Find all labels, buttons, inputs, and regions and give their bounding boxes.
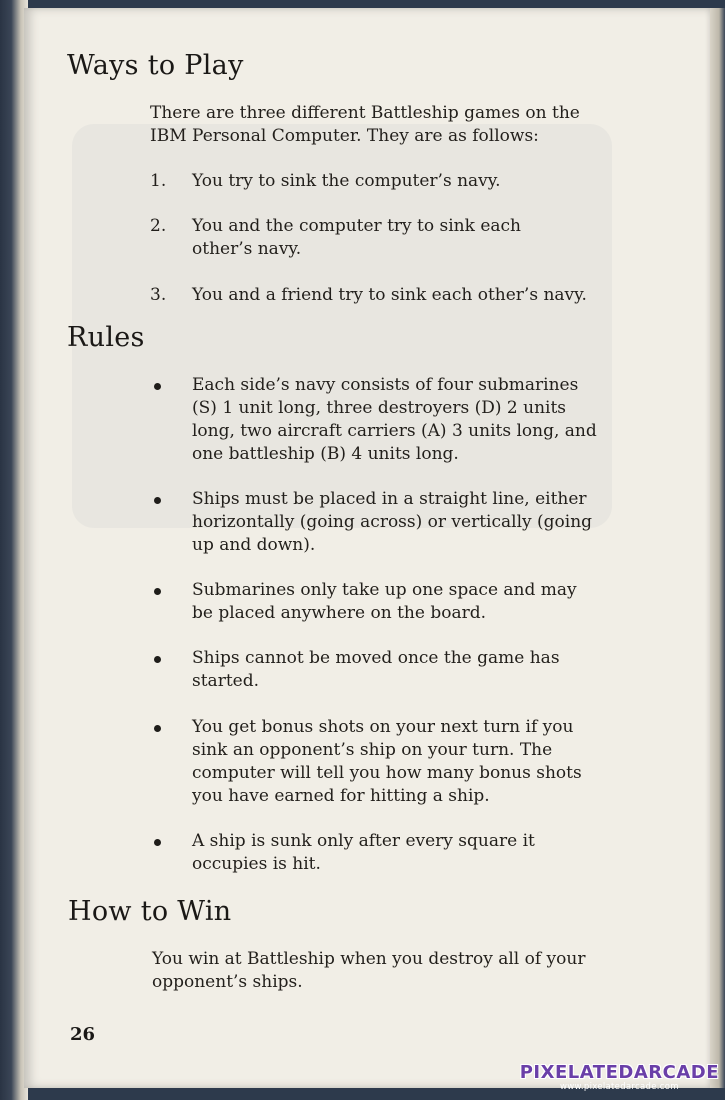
bullet-icon [154,725,161,732]
rule-text: A ship is sunk only after every square it [192,831,535,851]
rule-text: You get bonus shots on your next turn if you [192,717,574,737]
game-list-item-2 [150,215,521,261]
rule-text: horizontally (going across) or vertically (going [192,512,593,532]
intro-line-2: IBM Personal Computer. They are as follows: [150,126,539,146]
how-to-win-text [152,948,585,994]
how-to-win-heading: How to Win [68,896,232,927]
rule-text: started. [192,671,259,691]
rule-text: computer will tell you how many bonus shots [192,763,582,783]
ways-to-play-heading: Ways to Play [67,50,244,81]
rule-text: Submarines only take up one space and may [192,580,577,600]
intro-line-1: There are three different Battleship games on the [150,103,580,123]
list-item-text: You try to sink the computer’s navy. [192,171,501,191]
page-edge [710,8,725,1088]
book-page [24,8,710,1088]
rule-text: occupies is hit. [192,854,321,874]
rule-text: Ships cannot be moved once the game has [192,648,560,668]
game-list-item-3 [150,284,587,307]
list-item-text: other’s navy. [192,239,302,259]
page-number: 26 [70,1024,96,1045]
rule-text: sink an opponent’s ship on your turn. The [192,740,553,760]
watermark-url: www.pixelatedarcade.com [559,1082,679,1092]
watermark-name: PIXELATEDARCADE [519,1062,719,1083]
rule-text: Ships must be placed in a straight line, either [192,489,587,509]
win-line-2: opponent’s ships. [152,972,303,992]
rule-text: be placed anywhere on the board. [192,603,487,623]
list-number: 3. [150,285,167,305]
win-line-1: You win at Battleship when you destroy all of your [152,949,586,969]
site-watermark [520,1063,719,1092]
bullet-icon [154,383,161,390]
rule-text: Each side’s navy consists of four submarines [192,375,579,395]
ways-to-play-intro [150,102,580,148]
list-number: 2. [150,216,167,236]
bullet-icon [154,656,161,663]
rule-text: up and down). [192,535,316,555]
bullet-icon [154,497,161,504]
rule-text: one battleship (B) 4 units long. [192,444,459,464]
rule-text: you have earned for hitting a ship. [192,786,490,806]
list-item-text: You and a friend try to sink each other’s navy. [192,285,587,305]
rules-heading: Rules [67,322,145,353]
bullet-icon [154,839,161,846]
list-item-text: You and the computer try to sink each [192,216,521,236]
list-number: 1. [150,171,167,191]
game-list-item-1 [150,170,501,193]
bullet-icon [154,588,161,595]
rule-text: (S) 1 unit long, three destroyers (D) 2 units [192,398,567,418]
rule-text: long, two aircraft carriers (A) 3 units long, and [192,421,597,441]
